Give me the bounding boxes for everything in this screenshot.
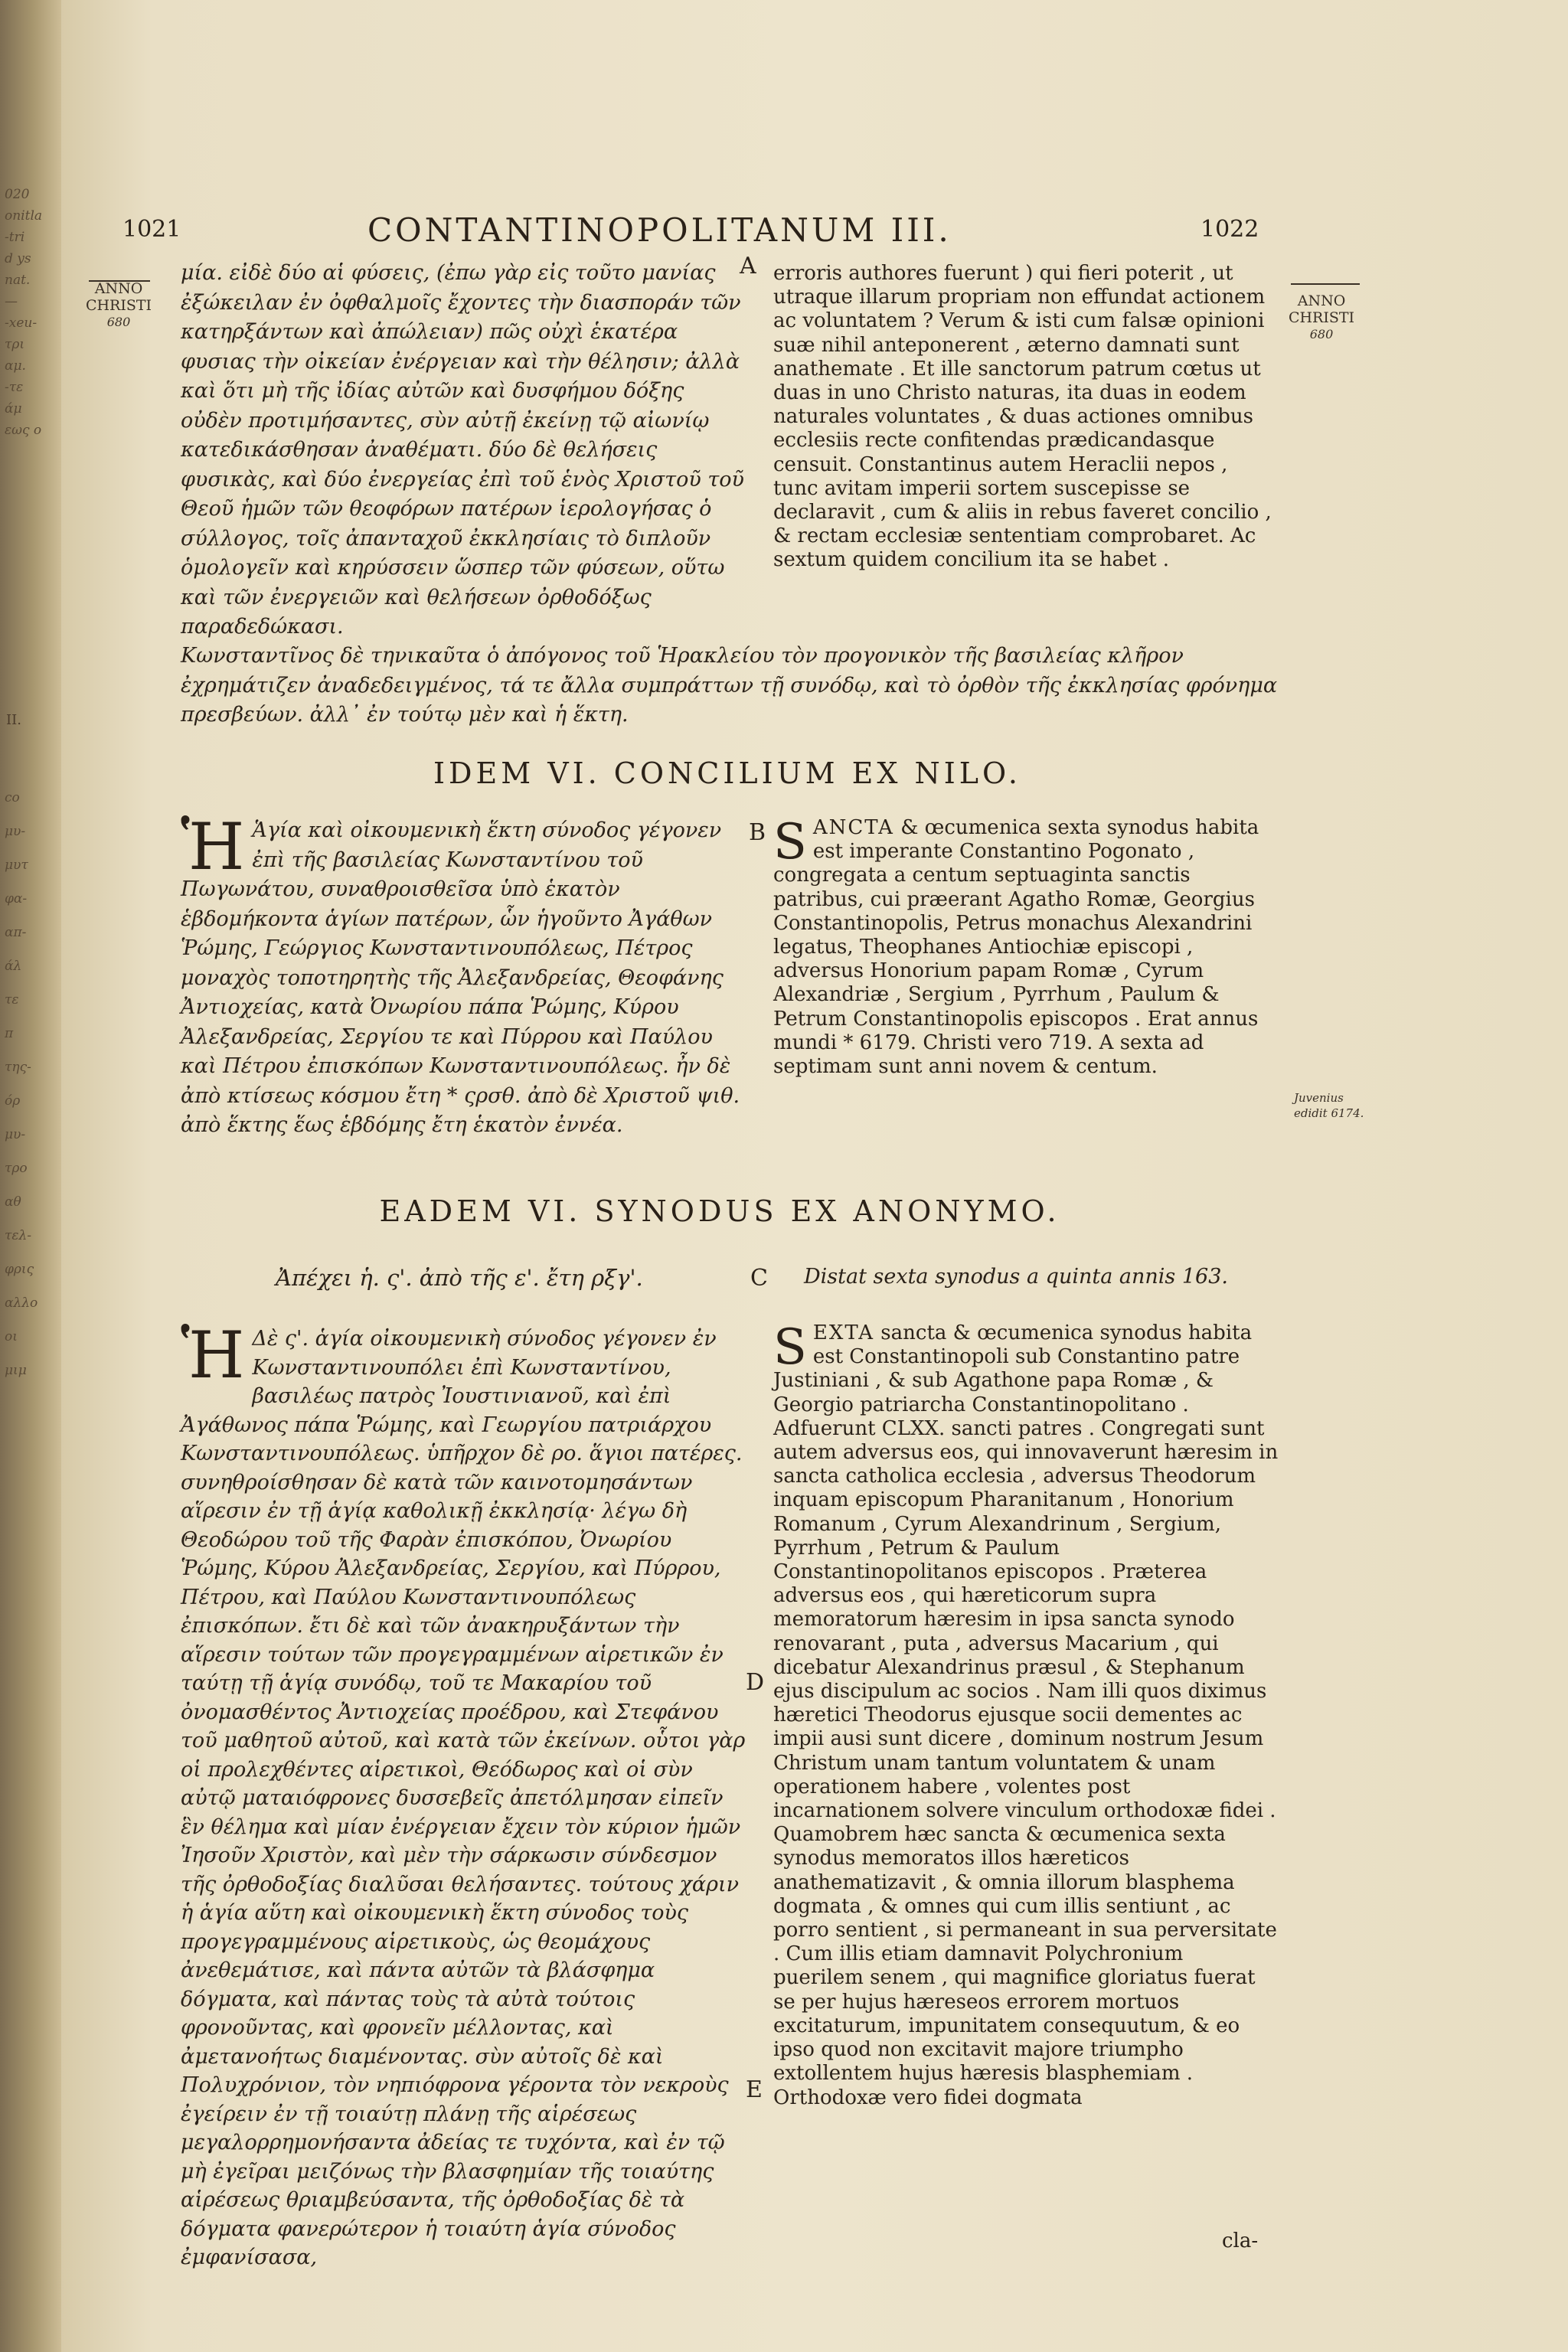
small-caps-opening: ANCTA [812, 816, 894, 839]
greek-text-nilo: Ἁγία καὶ οἰκουμενικὴ ἕκτη σύνοδος γέγονεν ἐπὶ τῆς βασιλείας Κωνσταντίνου τοῦ Πωγωνάτου, συναθροισθεῖσα ὑπὸ ἑκατὸν ἑβδομήκοντα ἁγίων πατέρων, ὧν ἡγοῦντο Ἀγάθων Ῥώμης, Γεώργιος Κωνσταντινουπόλεως, Πέτρος μοναχὸς τοποτηρητὴς τῆς Ἀλεξανδρείας, Θεοφάνης Ἀντιοχείας, κατὰ Ὀνωρίου πάπα Ῥώμης, Κύρου Ἀλεξανδρείας, Σεργίου τε καὶ Πύρρου καὶ Παύλου καὶ Πέτρου ἐπισκόπων Κωνσταντινουπόλεως. ἦν δὲ ἀπὸ κτίσεως κόσμου ἔτη * ςρσθ. ἀπὸ δὲ Χριστοῦ ψιθ. ἀπὸ ἕκτης ἕως ἑβδόμης ἔτη ἑκατὸν ἐννέα. [181, 818, 740, 1137]
latin-column-anonymo [773, 1321, 1279, 2110]
book-gutter [0, 0, 61, 2352]
section-letter-b: B [749, 819, 766, 846]
greek-paragraph-full-width: Κωνσταντῖνος δὲ τηνικαῦτα ὁ ἀπόγονος τοῦ Ἡρακλείου τὸν προγονικὸν τῆς βασιλείας κλῆρον ἐχρημάτιζεν ἀναδεδειγμένος, τά τε ἄλλα συμπράττων τῇ συνόδῳ, καὶ τὸ ὀρθὸν τῆς ἐκκλησίας φρόνημα πρεσβεύων. ἀλλ᾽ ἐν τούτῳ μὲν καὶ ἡ ἕκτη. [181, 644, 1278, 727]
page-number-left: 1021 [122, 216, 181, 243]
christi-label: CHRISTI [1288, 309, 1355, 326]
anno-christi-left [84, 280, 153, 331]
drop-cap: S [773, 814, 807, 871]
catchword: cla- [1222, 2230, 1259, 2252]
greek-subheading: Ἀπέχει ἡ. ς'. ἀπὸ τῆς ε'. ἔτη ρξγ'. [276, 1265, 643, 1291]
anno-christi-right [1283, 292, 1360, 343]
previous-page-fragment: 020 onitla -tri d ys nat. — -xeu- τρι αμ. -τε άμ εως ο [5, 187, 43, 438]
small-caps-opening: EXTA [812, 1321, 875, 1344]
section-letter-a: A [740, 253, 756, 279]
drop-cap: Ἡ [181, 1318, 245, 1393]
drop-cap: S [773, 1319, 807, 1376]
running-head: CONTANTINOPOLITANUM III. [368, 211, 952, 249]
anno-year: 680 [106, 315, 131, 329]
anno-label: ANNO [1297, 292, 1346, 309]
section-heading-nilo: IDEM VI. CONCILIUM EX NILO. [433, 756, 1021, 790]
latin-text-nilo: & œcumenica sexta synodus habita est imperante Constantino Pogonato , congregata a centum septuaginta sanctis patribus, cui præerant Agatho Romæ, Georgius Constantinopolis, Petrus monachus Alexandrini legatus, Theophanes Antiochiæ episcopi , adversus Honorium papam Romæ , Cyrum Alexandriæ , Sergium , Pyrrhum , Paulum & Petrum Constantinopolis episcopos . Erat annus mundi * 6179. Christi vero 719. A sexta ad septimam sunt anni novem & centum. [773, 816, 1259, 1079]
latin-column-top: erroris authores fuerunt ) qui fieri poterit , ut utraque illarum propriam non effundat actionem ac voluntatem ? Verum & isti cum falsæ opinioni suæ nihil anteponerent , æterno damnati sunt anathemate . Et ille sanctorum patrum cœtus ut duas in uno Christo naturas, ita duas in eodem naturales voluntates , & duas actiones omnibus ecclesiis recte confitendas prædicandasque censuit. Constantinus autem Heraclii nepos , tunc avitam imperii sortem suscepisse se declaravit , cum & aliis in rebus faveret concilio , & rectam ecclesiæ sententiam comprobaret. Ac sextum quidem concilium ita se habet . [773, 262, 1272, 572]
greek-text-anonymo: Δὲ ς'. ἁγία οἰκουμενικὴ σύνοδος γέγονεν ἐν Κωνσταντινουπόλει ἐπὶ Κωνσταντίνου, βασιλέως πατρὸς Ἰουστινιανοῦ, καὶ ἐπὶ Ἀγάθωνος πάπα Ῥώμης, καὶ Γεωργίου πατριάρχου Κωνσταντινουπόλεως. ὑπῆρχον δὲ ρο. ἅγιοι πατέρες. συνηθροίσθησαν δὲ κατὰ τῶν καινοτομησάντων αἵρεσιν ἐν τῇ ἁγίᾳ καθολικῇ ἐκκλησίᾳ· λέγω δὴ Θεοδώρου τοῦ τῆς Φαρὰν ἐπισκόπου, Ὀνωρίου Ῥώμης, Κύρου Ἀλεξανδρείας, Σεργίου, καὶ Πύρρου, Πέτρου, καὶ Παύλου Κωνσταντινουπόλεως ἐπισκόπων. ἔτι δὲ καὶ τῶν ἀνακηρυξάντων τὴν αἵρεσιν τούτων τῶν προγεγραμμένων αἱρετικῶν ἐν ταύτῃ τῇ ἁγίᾳ συνόδῳ, τοῦ τε Μακαρίου τοῦ ὀνομασθέντος Ἀντιοχείας προέδρου, καὶ Στεφάνου τοῦ μαθητοῦ αὐτοῦ, καὶ κατὰ τῶν ἐκείνων. οὗτοι γὰρ οἱ προλεχθέντες αἱρετικοὶ, Θεόδωρος καὶ οἱ σὺν αὐτῷ ματαιόφρονες δυσσεβεῖς ἀπετόλμησαν εἰπεῖν ἓν θέλημα καὶ μίαν ἐνέργειαν ἔχειν τὸν κύριον ἡμῶν Ἰησοῦν Χριστὸν, καὶ μὲν τὴν σάρκωσιν σύνδεσμον τῆς ὀρθοδοξίας διαλῦσαι θελήσαντες. τούτους χάριν ἡ ἁγία αὕτη καὶ οἰκουμενικὴ ἕκτη σύνοδος τοὺς προγεγραμμένους αἱρετικοὺς, ὡς θεομάχους ἀνεθεμάτισε, καὶ πάντα αὐτῶν τὰ βλάσφημα δόγματα, καὶ πάντας τοὺς τὰ αὐτὰ τούτοις φρονοῦντας, καὶ φρονεῖν μέλλοντας, καὶ ἀμετανοήτως διαμένοντας. σὺν αὐτοῖς δὲ καὶ Πολυχρόνιον, τὸν νηπιόφρονα γέροντα τὸν νεκροὺς ἐγείρειν ἐν τῇ τοιαύτῃ πλάνῃ τῆς αἱρέσεως μεγαλορρημονήσαντα ἀδείας τε τυχόντα, καὶ ἐν τῷ μὴ ἐγεῖραι μειζόνως τὴν βλασφημίαν τῆς τοιαύτης αἱρέσεως θριαμβεύσαντα, τῆς ὀρθοδοξίας δὲ τὰ δόγματα φανερώτερον ἡ τοιαύτη ἁγία σύνοδος ἐμφανίσασα, [181, 1327, 746, 2269]
anno-rule-right [1291, 283, 1360, 285]
greek-column-top: μία. εἰδὲ δύο αἱ φύσεις, (ἐπω γὰρ εἰς τοῦτο μανίας ἐξώκειλαν ἐν ὀφθαλμοῖς ἔχοντες τὴν διασποράν τῶν κατηρξάντων καὶ ἀπώλειαν) πῶς οὐχὶ ἑκατέρα φυσιας τὴν οἰκείαν ἐνέργειαν καὶ τὴν θέλησιν; ἀλλὰ καὶ ὅτι μὴ τῆς ἰδίας αὐτῶν καὶ δυσφήμου δόξης οὐδὲν προτιμήσαντες, σὺν αὐτῇ ἐκείνῃ τῷ αἰωνίῳ κατεδικάσθησαν ἀναθέματι. δύο δὲ θελήσεις φυσικὰς, καὶ δύο ἐνεργείας ἐπὶ τοῦ ἑνὸς Χριστοῦ τοῦ Θεοῦ ἡμῶν τῶν θεοφόρων πατέρων ἱερολογήσας ὁ σύλλογος, τοῖς ἀπανταχοῦ ἐκκλησίαις τὸ διπλοῦν ὁμολογεῖν καὶ κηρύσσειν ὥσπερ τῶν φύσεων, οὕτω καὶ τῶν ἐνεργειῶν καὶ θελήσεων ὀρθοδόξως παραδεδώκασι. [181, 261, 744, 639]
section-letter-c: C [750, 1265, 768, 1292]
section-heading-anonymo: EADEM VI. SYNODUS EX ANONYMO. [379, 1194, 1060, 1228]
anno-year: 680 [1309, 327, 1334, 341]
latin-subheading: Distat sexta synodus a quinta annis 163. [804, 1265, 1228, 1289]
previous-page-marker: II. [6, 712, 21, 728]
margin-note: Juvenius edidit 6174. [1294, 1091, 1364, 1120]
page-number-right: 1022 [1200, 216, 1259, 243]
drop-cap: Ἡ [181, 809, 245, 884]
previous-page-fragment-2: co μυ- μυτ φα- απ- άλ τε π της- όρ μυ- τρο αθ τελ- φρις αλλο οι μιμ [5, 790, 38, 1378]
greek-column-nilo [181, 809, 747, 1141]
latin-column-nilo [773, 816, 1279, 1079]
section-letter-d: D [746, 1669, 765, 1696]
section-letter-e: E [746, 2076, 763, 2103]
greek-column-anonymo [181, 1318, 747, 2272]
anno-label: ANNO [94, 280, 143, 297]
latin-text-anonymo: sancta & œcumenica synodus habita est Constantinopoli sub Constantino patre Justiniani , & sub Agathone papa Romæ , & Georgio patriarcha Constantinopolitano . Adfuerunt CLXX. sancti patres . Congregati sunt autem adversus eos, qui innovaverunt hæresim in sancta catholica ecclesia , adversus Theodorum inquam episcopum Pharanitanum , Honorium Romanum , Cyrum Alexandrinum , Sergium, Pyrrhum , Petrum & Paulum Constantinopolitanos episcopos . Præterea adversus eos , qui hæreticorum supra memoratorum hæresim in ipsa sancta synodo renovarant , puta , adversus Macarium , qui dicebatur Alexandrinus præsul , & Stephanum ejus discipulum ac socios . Nam illi quos diximus hæretici Theodorus ejusque socii dementes ac impii ausi sunt dicere , dominum nostrum Jesum Christum unam tantum voluntatem & unam operationem habere , volentes post incarnationem solvere vinculum orthodoxæ fidei . Quamobrem hæc sancta & œcumenica sexta synodus memoratos illos hæreticos anathematizavit , & omnia illorum blasphema dogmata , & omnes qui cum illis sentiunt , ac porro sentient , si permaneant in sua perversitate . Cum illis etiam damnavit Polychronium puerilem senem , qui magnifice gloriatus fuerat se per hujus hæreseos errorem mortuos excitaturum, impunitatem consequutum, & eo ipso quod non excitavit majore triumpho extollentem hujus hæresis blasphemiam . Orthodoxæ vero fidei dogmata [773, 1321, 1279, 2109]
christi-label: CHRISTI [85, 297, 152, 314]
